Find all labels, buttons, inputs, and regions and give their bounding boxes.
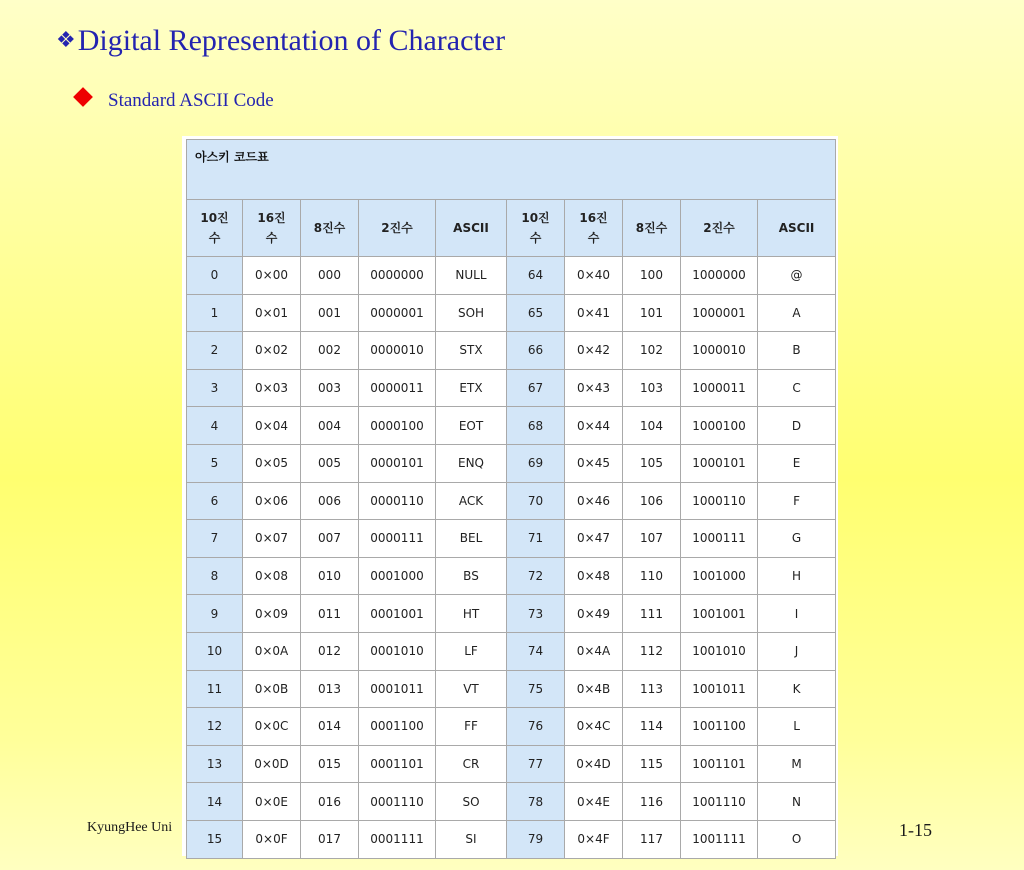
table-cell: 0×4D (565, 745, 623, 783)
table-cell: 7 (187, 520, 243, 558)
table-cell: 1001100 (681, 708, 758, 746)
table-cell: 1000000 (681, 257, 758, 295)
table-cell: ETX (436, 369, 507, 407)
table-cell: 0×46 (565, 482, 623, 520)
table-caption: 아스키 코드표 (187, 140, 836, 200)
ascii-table-image (182, 136, 838, 856)
table-cell: NULL (436, 257, 507, 295)
table-row (187, 444, 836, 482)
table-cell: 5 (187, 444, 243, 482)
table-cell: 103 (623, 369, 681, 407)
table-cell: 104 (623, 407, 681, 445)
table-cell: 0001010 (359, 632, 436, 670)
table-cell: 0×0E (243, 783, 301, 821)
table-cell: 75 (507, 670, 565, 708)
table-cell: 0×04 (243, 407, 301, 445)
table-cell: 112 (623, 632, 681, 670)
table-row (187, 294, 836, 332)
table-cell: G (758, 520, 836, 558)
slide-subtitle-text: Standard ASCII Code (108, 90, 274, 111)
table-row (187, 708, 836, 746)
table-cell: 1000001 (681, 294, 758, 332)
table-cell: 011 (301, 595, 359, 633)
table-cell: EOT (436, 407, 507, 445)
column-header: ASCII (758, 200, 836, 257)
table-cell: 111 (623, 595, 681, 633)
table-cell: 70 (507, 482, 565, 520)
table-cell: N (758, 783, 836, 821)
table-cell: J (758, 632, 836, 670)
table-cell: 77 (507, 745, 565, 783)
table-cell: 78 (507, 783, 565, 821)
table-cell: STX (436, 332, 507, 370)
table-cell: 73 (507, 595, 565, 633)
table-cell: 69 (507, 444, 565, 482)
table-cell: 0001110 (359, 783, 436, 821)
table-cell: 65 (507, 294, 565, 332)
table-cell: A (758, 294, 836, 332)
table-cell: 017 (301, 820, 359, 858)
column-header: 10진 수 (187, 200, 243, 257)
table-cell: BS (436, 557, 507, 595)
table-cell: 0000000 (359, 257, 436, 295)
table-cell: 1000101 (681, 444, 758, 482)
table-cell: LF (436, 632, 507, 670)
table-cell: 0000011 (359, 369, 436, 407)
table-cell: 101 (623, 294, 681, 332)
column-header: 2진수 (681, 200, 758, 257)
table-cell: 001 (301, 294, 359, 332)
table-cell: 004 (301, 407, 359, 445)
table-cell: B (758, 332, 836, 370)
table-cell: 0×0A (243, 632, 301, 670)
table-cell: 1000011 (681, 369, 758, 407)
table-cell: 0×0B (243, 670, 301, 708)
table-row (187, 595, 836, 633)
table-row (187, 820, 836, 858)
table-cell: 0×0C (243, 708, 301, 746)
table-cell: 0001001 (359, 595, 436, 633)
table-cell: 67 (507, 369, 565, 407)
table-cell: 76 (507, 708, 565, 746)
table-cell: E (758, 444, 836, 482)
table-cell: 0001100 (359, 708, 436, 746)
table-cell: FF (436, 708, 507, 746)
table-cell: 0×49 (565, 595, 623, 633)
table-cell: 15 (187, 820, 243, 858)
table-cell: 0×44 (565, 407, 623, 445)
table-cell: 64 (507, 257, 565, 295)
table-cell: 0×02 (243, 332, 301, 370)
table-cell: 6 (187, 482, 243, 520)
table-cell: 0×42 (565, 332, 623, 370)
table-cell: 0×08 (243, 557, 301, 595)
column-header: 8진수 (623, 200, 681, 257)
table-cell: 0×00 (243, 257, 301, 295)
table-cell: SI (436, 820, 507, 858)
table-header-row (187, 200, 836, 257)
table-cell: 114 (623, 708, 681, 746)
table-cell: 3 (187, 369, 243, 407)
table-cell: 66 (507, 332, 565, 370)
table-cell: 0000100 (359, 407, 436, 445)
table-cell: 115 (623, 745, 681, 783)
column-header: 2진수 (359, 200, 436, 257)
table-cell: 0 (187, 257, 243, 295)
table-cell: 1001101 (681, 745, 758, 783)
table-cell: 11 (187, 670, 243, 708)
table-cell: 0000110 (359, 482, 436, 520)
table-cell: 100 (623, 257, 681, 295)
table-cell: HT (436, 595, 507, 633)
table-row (187, 557, 836, 595)
table-cell: 000 (301, 257, 359, 295)
table-cell: 0×4F (565, 820, 623, 858)
table-cell: 0×0D (243, 745, 301, 783)
table-cell: 0×48 (565, 557, 623, 595)
table-row (187, 745, 836, 783)
table-cell: 012 (301, 632, 359, 670)
table-cell: 0×4C (565, 708, 623, 746)
table-cell: VT (436, 670, 507, 708)
table-cell: 10 (187, 632, 243, 670)
table-cell: 0×41 (565, 294, 623, 332)
slide-title-text: Digital Representation of Character (77, 24, 506, 57)
table-cell: K (758, 670, 836, 708)
table-cell: 014 (301, 708, 359, 746)
table-cell: 106 (623, 482, 681, 520)
table-cell: 8 (187, 557, 243, 595)
table-cell: 72 (507, 557, 565, 595)
table-cell: 117 (623, 820, 681, 858)
table-cell: ENQ (436, 444, 507, 482)
table-cell: 0×4B (565, 670, 623, 708)
table-cell: 1 (187, 294, 243, 332)
table-cell: 1001110 (681, 783, 758, 821)
table-cell: 4 (187, 407, 243, 445)
table-cell: C (758, 369, 836, 407)
table-cell: 0×05 (243, 444, 301, 482)
table-cell: O (758, 820, 836, 858)
table-cell: 0×07 (243, 520, 301, 558)
table-cell: 0×43 (565, 369, 623, 407)
table-cell: 105 (623, 444, 681, 482)
table-cell: 0×4A (565, 632, 623, 670)
table-cell: ACK (436, 482, 507, 520)
table-cell: 0×4E (565, 783, 623, 821)
table-cell: L (758, 708, 836, 746)
table-cell: D (758, 407, 836, 445)
table-row (187, 520, 836, 558)
table-cell: 002 (301, 332, 359, 370)
table-row (187, 482, 836, 520)
column-header: ASCII (436, 200, 507, 257)
table-cell: 003 (301, 369, 359, 407)
table-cell: 68 (507, 407, 565, 445)
table-cell: 1001010 (681, 632, 758, 670)
table-row (187, 407, 836, 445)
table-row (187, 332, 836, 370)
table-cell: 79 (507, 820, 565, 858)
table-row (187, 783, 836, 821)
table-body (187, 257, 836, 859)
table-cell: 0×01 (243, 294, 301, 332)
column-header: 16진 수 (243, 200, 301, 257)
table-cell: I (758, 595, 836, 633)
table-cell: 0×45 (565, 444, 623, 482)
table-cell: SO (436, 783, 507, 821)
table-cell: F (758, 482, 836, 520)
table-cell: 0001111 (359, 820, 436, 858)
table-row (187, 632, 836, 670)
table-cell: 0000001 (359, 294, 436, 332)
table-cell: 110 (623, 557, 681, 595)
table-cell: 0000111 (359, 520, 436, 558)
table-cell: 1001000 (681, 557, 758, 595)
table-cell: 1000100 (681, 407, 758, 445)
table-cell: 0×40 (565, 257, 623, 295)
table-cell: 1001011 (681, 670, 758, 708)
table-cell: 2 (187, 332, 243, 370)
column-header: 8진수 (301, 200, 359, 257)
table-cell: SOH (436, 294, 507, 332)
table-cell: 1000111 (681, 520, 758, 558)
slide-subtitle (74, 90, 274, 112)
page-number: 1-15 (899, 820, 932, 840)
table-cell: 005 (301, 444, 359, 482)
table-cell: 0×47 (565, 520, 623, 558)
table-cell: 013 (301, 670, 359, 708)
table-cell: 9 (187, 595, 243, 633)
table-cell: 0000010 (359, 332, 436, 370)
table-cell: 016 (301, 783, 359, 821)
table-cell: H (758, 557, 836, 595)
table-row (187, 257, 836, 295)
table-cell: 0001000 (359, 557, 436, 595)
table-cell: 0×0F (243, 820, 301, 858)
table-cell: 0×03 (243, 369, 301, 407)
column-header: 10진 수 (507, 200, 565, 257)
table-row (187, 670, 836, 708)
footer-institution: KyungHee Uni (87, 820, 173, 835)
table-cell: 71 (507, 520, 565, 558)
column-header: 16진 수 (565, 200, 623, 257)
table-cell: 12 (187, 708, 243, 746)
table-cell: 007 (301, 520, 359, 558)
table-cell: 14 (187, 783, 243, 821)
diamond-bullet-icon: ❖ (56, 28, 76, 53)
table-cell: 74 (507, 632, 565, 670)
table-cell: @ (758, 257, 836, 295)
table-cell: 1000010 (681, 332, 758, 370)
table-cell: 1001111 (681, 820, 758, 858)
table-cell: 102 (623, 332, 681, 370)
table-cell: 1001001 (681, 595, 758, 633)
table-cell: 010 (301, 557, 359, 595)
red-diamond-bullet-icon (73, 87, 93, 107)
ascii-code-table (186, 139, 836, 859)
table-cell: 0000101 (359, 444, 436, 482)
table-cell: 0×09 (243, 595, 301, 633)
table-cell: CR (436, 745, 507, 783)
table-cell: 0001011 (359, 670, 436, 708)
table-cell: 107 (623, 520, 681, 558)
table-cell: M (758, 745, 836, 783)
table-cell: 015 (301, 745, 359, 783)
slide-title (56, 24, 505, 58)
table-cell: 006 (301, 482, 359, 520)
table-cell: 113 (623, 670, 681, 708)
table-cell: BEL (436, 520, 507, 558)
table-cell: 13 (187, 745, 243, 783)
table-cell: 1000110 (681, 482, 758, 520)
table-cell: 116 (623, 783, 681, 821)
table-cell: 0001101 (359, 745, 436, 783)
table-row (187, 369, 836, 407)
table-cell: 0×06 (243, 482, 301, 520)
